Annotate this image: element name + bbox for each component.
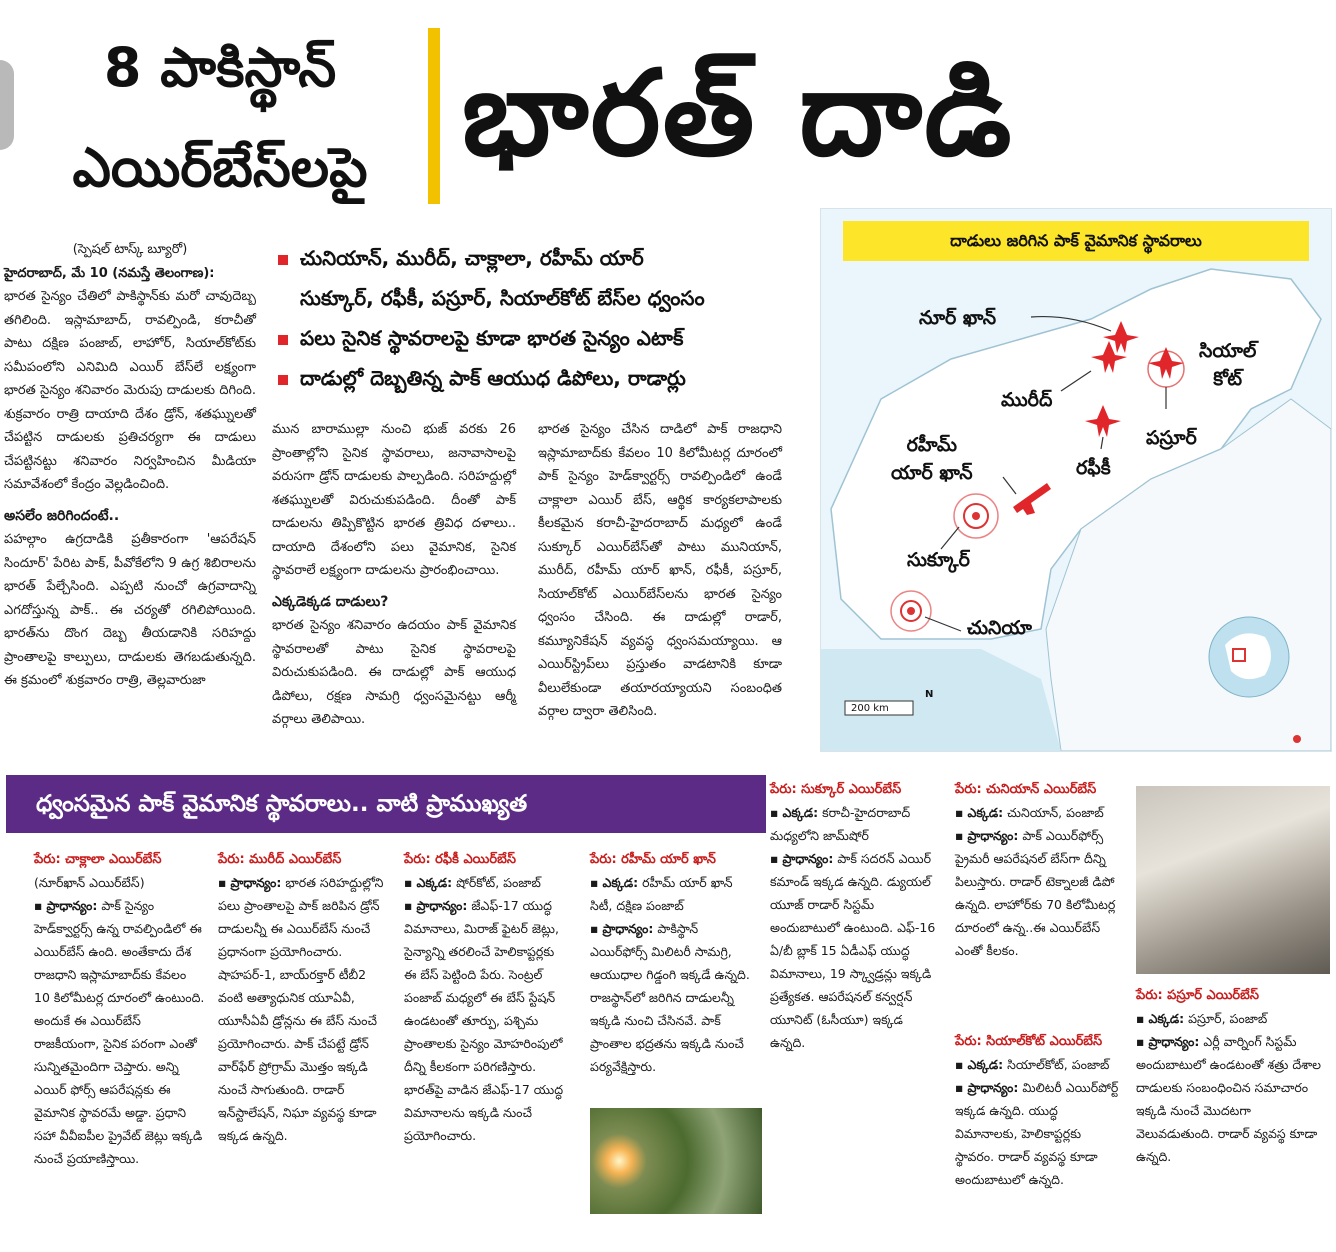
headline-small-line2: ఎయిర్‌బేస్‌లపై xyxy=(72,136,368,199)
map-label-chuniya: చునియా xyxy=(967,617,1032,639)
article-subhead: అసలేం జరిగిందంటే.. xyxy=(4,507,120,524)
base-title: పేరు: సుక్కూర్ ఎయిర్‌బేస్ xyxy=(770,782,902,797)
headline-main: భారత్ దాడి xyxy=(462,44,1014,182)
target-dot xyxy=(972,512,980,520)
base-detail: ▪ ప్రాధాన్యం: పాక్ ఎయిర్‌ఫోర్స్ ప్రైమరీ ఆపరేషనల్ బేస్‌గా దీన్ని పిలుస్తారు. రాడార్ టెక్నాలజీ డిపో ఉన్నది. లాహోర్‌కు 70 కిలోమీటర్ల దూరంలో ఉన్న..ఈ ఎయిర్‌బేస్ ఎంతో కీలకం. xyxy=(955,828,1116,958)
base-detail: ▪ ప్రాధాన్యం: పాక్ సైన్యం హెడ్‌క్వార్టర్స్ ఉన్న రావల్పిండిలో ఈ ఎయిర్‌బేస్ ఉంది. అంతేకాదు దేశ రాజధాని ఇస్లామాబాద్‌కు కేవలం 10 కిలోమీటర్ల దూరంలో ఉంటుంది. అందుకే ఈ ఎయిర్‌బేస్ రాజకీయంగా, సైనిక పరంగా ఎంతో సున్నితమైందిగా చెప్తారు. అన్ని ఎయిర్ ఫోర్స్ ఆపరేషన్లకు ఈ వైమానిక స్థావరమే అడ్డా. ప్రధాని సహా వీవీఐపీల ప్రైవేట్ జెట్లు ఇక్కడి నుంచే ప్రయాణిస్తాయి. xyxy=(34,898,205,1166)
highlight-bullets xyxy=(278,238,808,398)
article-paragraph: పహల్గాం ఉగ్రదాడికి ప్రతీకారంగా 'ఆపరేషన్ సిందూర్' పేరిట పాక్, పీవోకేలోని 9 ఉగ్ర శిబిరాలను భారత్ పేల్చేసింది. ఎప్పటి నుంచో ఉగ్రవాదాన్ని ఎగదోస్తున్న పాక్.. ఈ చర్యతో రగిలిపోయింది. భారత్‌ను దొంగ దెబ్బ తీయడానికి సరిహద్దు ప్రాంతాలపై కాల్పులు, దాడులకు తెగబడుతున్నది. ఈ క్రమంలో శుక్రవారం రాత్రి, తెల్లవారుజా xyxy=(4,532,256,688)
article-column-2 xyxy=(272,418,516,732)
bullet-icon xyxy=(278,375,288,385)
base-card-chunian xyxy=(955,778,1123,962)
base-detail: ▪ ప్రాధాన్యం: పాకిస్థాన్ ఎయిర్‌ఫోర్స్ మిలిటరీ సామగ్రి, ఆయుధాల గిడ్డంగి ఇక్కడే ఉన్నది. రాజస్థాన్‌లో జరిగిన దాడులన్నీ ఇక్కడి నుంచి చేసినవే. పాక్ ప్రాంతాల భద్రతను ఇక్కడి నుంచే పర్యవేక్షిస్తారు. xyxy=(590,921,750,1074)
base-title: పేరు: సియాల్‌కోట్ ఎయిర్‌బేస్ xyxy=(955,1034,1103,1049)
section-banner: ధ్వంసమైన పాక్ వైమానిక స్థావరాలు.. వాటి ప్రాముఖ్యత xyxy=(6,775,766,833)
base-card-sialkot xyxy=(955,1030,1123,1191)
base-detail: ▪ ప్రాధాన్యం: పాక్ సదరన్ ఎయిర్ కమాండ్ ఇక్కడ ఉన్నది. డ్యుయల్ యూజ్ రాడార్ సిస్టమ్ అందుబాటులో ఉంటుంది. ఎఫ్-16 ఏ/బీ బ్లాక్ 15 ఏడీఎఫ్ యుద్ధ విమానాలు, 19 స్క్వాడ్రన్లు ఇక్కడి ప్రత్యేకత. ఆపరేషనల్ కన్వర్షన్ యూనిట్ (ఓసీయూ) ఇక్కడ ఉన్నది. xyxy=(770,851,936,1050)
map-scale-label: 200 km xyxy=(851,703,889,714)
base-title: పేరు: మురీద్ ఎయిర్‌బేస్ xyxy=(218,852,342,867)
article-paragraph: భారత సైన్యం చేతిలో పాకిస్థాన్‌కు మరో చావుదెబ్బ తగిలింది. ఇస్లామాబాద్, రావల్పిండి, కరాచీతో పాటు దక్షిణ పంజాబ్, లాహోర్, సియాల్‌కోట్‌కు సమీపంలోని ఎనిమిది ఎయిర్ బేస్‌లే లక్ష్యంగా భారత సైన్యం శనివారం మెరుపు దాడులకు దిగింది. శుక్రవారం రాత్రి దాయాది దేశం డ్రోన్, శతఘ్నులతో చేపట్టిన దాడులకు ప్రతిచర్యగా ఈ దాడులు చేపట్టినట్టు శనివారం నిర్వహించిన మీడియా సమావేశంలో కేంద్రం వెల్లడించింది. xyxy=(4,289,256,492)
map-label-murid: మురీద్ xyxy=(1001,389,1053,411)
headline-small-line1: 8 పాకిస్థాన్ xyxy=(103,36,337,99)
base-detail: ▪ ఎక్కడ: సియాల్‌కోట్, పంజాబ్ xyxy=(955,1057,1110,1072)
article-paragraph: భారత సైన్యం శనివారం ఉదయం పాక్ వైమానిక స్థావరాలతో పాటు సైనిక స్థావరాలపై విరుచుకుపడింది. ఈ దాడుల్లో పాక్ ఆయుధ డిపోలు, రక్షణ సామగ్రి ధ్వంసమైనట్టు ఆర్మీ వర్గాలు తెలిపాయి. xyxy=(272,618,516,727)
base-detail: ▪ ఎక్కడ: షోర్‌కోట్, పంజాబ్ xyxy=(404,875,541,890)
map-label-sialkot: సియాల్ కోట్ xyxy=(1199,340,1257,390)
base-title: పేరు: పస్రూర్ ఎయిర్‌బేస్ xyxy=(1136,988,1260,1003)
base-detail: ▪ ప్రాధాన్యం: భారత సరిహద్దుల్లోని పలు ప్రాంతాలపై పాక్ జరిపిన డ్రోన్ దాడులన్నీ ఈ ఎయిర్‌బేస్ నుంచే ప్రధానంగా ప్రయోగించారు. షాహపర్-1, బాయ్‌రక్తార్ టీబీ2 వంటి అత్యాధునిక యూఏవీ, యూసీఏవీ డ్రోన్లను ఈ బేస్ నుంచే ప్రయోగించారు. పాక్ చేపట్టే డ్రోన్ వార్‌ఫేర్ ప్రోగ్రామ్ మొత్తం ఇక్కడి నుంచే సాగుతుంది. రాడార్ ఇన్‌స్టాలేషన్, నిఘా వ్యవస్థ కూడా ఇక్కడ ఉన్నది. xyxy=(218,875,384,1143)
article-paragraph: భారత సైన్యం చేసిన దాడిలో పాక్ రాజధాని ఇస్లామాబాద్‌కు కేవలం 10 కిలోమీటర్ల దూరంలో పాక్ సైన్యం హెడ్‌క్వార్టర్స్ రావల్పిండిలో ఉండే చాక్లాలా ఎయిర్ బేస్, ఆర్థిక కార్యకలాపాలకు కీలకమైన కరాచీ-హైదరాబాద్ మధ్యలో ఉండే సుక్కూర్ ఎయిర్‌బేస్‌తో పాటు మునియాన్, మురీద్, రహీమ్ యార్ ఖాన్, రఫీకీ, పస్రూర్, సియాల్‌కోట్ ఎయిర్‌బేస్‌లను భారత సైన్యం ధ్వంసం చేసింది. ఈ దాడుల్లో రాడార్, కమ్యూనికేషన్ వ్యవస్థ ధ్వంసమయ్యాయి. ఆ ఎయిర్‌స్ట్రిప్‌లు ప్రస్తుతం వాడటానికి కూడా వీలులేకుండా తయారయ్యాయని సంబంధిత వర్గాల ద్వారా తెలిసింది. xyxy=(538,422,782,719)
base-detail: ▪ ఎక్కడ: చునియాన్, పంజాబ్ xyxy=(955,805,1104,820)
dateline: హైదరాబాద్, మే 10 (నమస్తే తెలంగాణ): xyxy=(4,265,215,281)
base-card-sukkur xyxy=(770,778,940,1054)
base-detail: ▪ ప్రాధాన్యం: మిలిటరీ ఎయిర్‌పోర్ట్ ఇక్కడ ఉన్నది. యుద్ధ విమానాలకు, హెలికాప్టర్లకు స్థావరం. రాడార్ వ్యవస్థ కూడా అందుబాటులో ఉన్నది. xyxy=(955,1080,1119,1187)
article-column-1 xyxy=(4,238,256,693)
map-label-noor-khan: నూర్ ఖాన్ xyxy=(919,307,997,329)
base-card-pasrur xyxy=(1136,984,1330,1168)
base-title: పేరు: రఫీకీ ఎయిర్‌బేస్ xyxy=(404,852,516,867)
bullet-icon xyxy=(278,335,288,345)
target-dot xyxy=(907,607,915,615)
base-card-rahim xyxy=(590,848,756,1078)
base-card-chaklala xyxy=(34,848,206,1170)
article-column-3 xyxy=(538,418,782,724)
base-card-rafiqui xyxy=(404,848,570,1147)
damaged-building-photo xyxy=(1136,786,1330,974)
base-detail: ▪ ఎక్కడ: పస్రూర్, పంజాబ్ xyxy=(1136,1011,1268,1026)
base-title: పేరు: చాక్లాలా ఎయిర్‌బేస్ xyxy=(34,852,162,867)
base-detail: ▪ ఎక్కడ: కరాచీ-హైదరాబాద్ మధ్యలోని జామ్‌షోర్ xyxy=(770,805,911,843)
base-subtitle: (నూర్‌ఖాన్ ఎయిర్‌బేస్) xyxy=(34,875,145,890)
map-label-pasrur: పస్రూర్ xyxy=(1146,427,1197,449)
bullet-item: దాడుల్లో దెబ్బతిన్న పాక్ ఆయుధ డిపోలు, రాడార్లు xyxy=(278,358,808,398)
explosion-photo xyxy=(590,1108,762,1214)
byline: (స్పెషల్ టాస్క్ బ్యూరో) xyxy=(72,242,188,257)
bullet-item: సుక్కూర్, రఫీకీ, పస్రూర్, సియాల్‌కోట్ బేస్‌ల ధ్వంసం xyxy=(300,286,705,310)
article-subhead: ఎక్కడెక్కడ దాడులు? xyxy=(272,593,389,610)
left-edge-mark xyxy=(0,60,14,150)
map-title: దాడులు జరిగిన పాక్ వైమానిక స్థావరాలు xyxy=(843,221,1309,261)
article-paragraph: మున బారాముల్లా నుంచి భుజ్ వరకు 26 ప్రాంతాల్లోని సైనిక స్థావరాలు, జనావాసాలపై వరుసగా డ్రోన్ దాడులకు పాల్పడింది. సరిహద్దుల్లో శతఘ్నులతో విరుచుకుపడింది. దీంతో పాక్ దాడులను తిప్పికొట్టిన భారత త్రివిధ దళాలు.. దాయాది దేశంలోని పలు వైమానిక, సైనిక స్థావరాలే లక్ష్యంగా దాడులను ప్రారంభించాయి. xyxy=(272,422,516,578)
bullet-item: పలు సైనిక స్థావరాలపై కూడా భారత సైన్యం ఎటాక్ xyxy=(278,318,808,358)
base-title: పేరు: రహీమ్ యార్ ఖాన్ xyxy=(590,852,716,867)
bullet-item: చునియాన్, మురీద్, చాక్లాలా, రహీమ్ యార్ xyxy=(278,238,808,278)
headline-divider xyxy=(428,28,440,204)
map-panel xyxy=(820,208,1332,752)
base-detail: ▪ ఎక్కడ: రహీమ్ యార్ ఖాన్ సిటీ, దక్షిణ పంజాబ్ xyxy=(590,875,733,913)
north-arrow-label: N xyxy=(925,689,934,700)
map-label-sukkur: సుక్కూర్ xyxy=(907,549,970,571)
arabian-sea xyxy=(821,649,1061,751)
base-detail: ▪ ప్రాధాన్యం: ఎర్లీ వార్నింగ్ సిస్టమ్ అందుబాటులో ఉండటంతో శత్రు దేశాల దాడులకు సంబంధించిన సమాచారం ఇక్కడి నుంచే మొదటగా వెలువడుతుంది. రాడార్ వ్యవస్థ కూడా ఉన్నది. xyxy=(1136,1034,1322,1164)
base-detail: ▪ ప్రాధాన్యం: జేఎఫ్-17 యుద్ధ విమానాలు, మిరాజ్ ఫైటర్ జెట్లు, సైన్యాన్ని తరలించే హెలికాప్టర్లకు ఈ బేస్ పెట్టింది పేరు. సెంట్రల్ పంజాబ్ మధ్యలో ఈ బేస్ స్టేషన్ ఉండటంతో తూర్పు, పశ్చిమ ప్రాంతాలకు సైన్యం మోహరింపులో దీన్ని కీలకంగా పరిగణిస్తారు. భారత్‌పై వాడిన జేఎఫ్-17 యుద్ధ విమానాలను ఇక్కడి నుంచే ప్రయోగించారు. xyxy=(404,898,564,1143)
map-label-rafiqui: రఫీకీ xyxy=(1076,457,1111,479)
base-card-murid xyxy=(218,848,388,1147)
bullet-icon xyxy=(278,255,288,265)
base-title: పేరు: చునియాన్ ఎయిర్‌బేస్ xyxy=(955,782,1097,797)
map-label-rahim-yar-khan: రహీమ్ యార్ ఖాన్ xyxy=(891,434,973,484)
